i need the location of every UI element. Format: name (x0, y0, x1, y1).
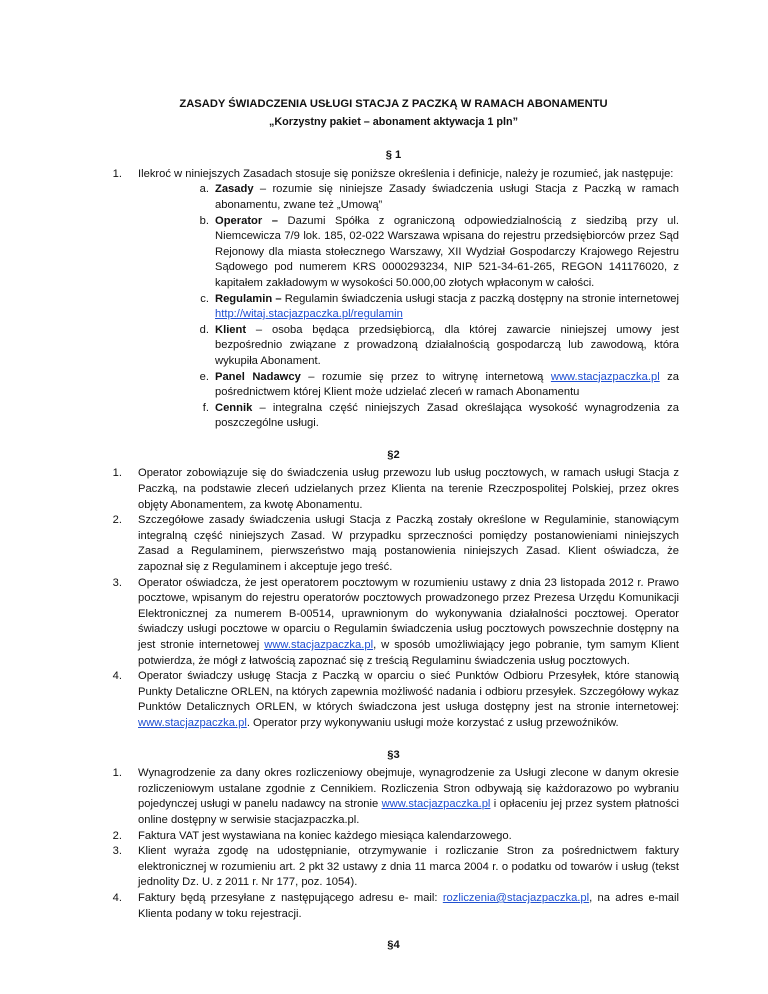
section-3-heading: §3 (387, 748, 400, 761)
list-letter: b. (199, 214, 209, 227)
section-2-item-2 (108, 513, 679, 575)
definition-text: – osoba będąca przedsiębiorcą, dla której zawarcie niniejszej umowy jest bezpośrednio związane z prowadzoną działalnością gospodarczą lub zawodową, która wykupiła Abonament. (215, 323, 679, 367)
email-link[interactable]: rozliczenia@stacjazpaczka.pl (442, 891, 590, 904)
paragraph-text: Faktury będą przesyłane z następującego adresu e- mail: (138, 891, 443, 904)
definition-text: – rozumie się przez to witrynę internetową (300, 370, 551, 383)
definition-e (138, 370, 679, 401)
section-3-item-2 (108, 829, 679, 845)
definition-term: Zasady (215, 183, 254, 196)
document-title: ZASADY ŚWIADCZENIA USŁUGI STACJA Z PACZKĄ W RAMACH ABONAMENTU (179, 98, 608, 110)
paragraph-text-after: . Operator przy wykonywaniu usługi może korzystać z usług przewoźników. (246, 716, 619, 729)
stacjazpaczka-link[interactable]: www.stacjazpaczka.pl (138, 716, 247, 729)
stacjazpaczka-link[interactable]: www.stacjazpaczka.pl (264, 639, 374, 651)
stacjazpaczka-link[interactable]: www.stacjazpaczka.pl (550, 370, 660, 383)
paragraph-text: Operator zobowiązuje się do świadczenia usług przewozu lub usług pocztowych, w ramach usługi Stacja z Paczką, na podstawie zleceń udzielanych przez Klienta na terenie Rzeczpospolitej Polskiej, przez okres objęty Abonamentem, za kwotę Abonamentu. (138, 467, 679, 511)
section-3-item-3 (108, 844, 679, 891)
section-1-item-1 (108, 167, 679, 432)
list-letter: a. (199, 183, 209, 196)
list-number: 4. (112, 891, 122, 904)
section-4-heading: §4 (387, 939, 400, 952)
definition-b (138, 214, 679, 292)
list-number: 1. (112, 467, 122, 480)
definition-c (138, 292, 679, 323)
paragraph-text: Faktura VAT jest wystawiana na koniec każdego miesiąca kalendarzowego. (138, 829, 512, 842)
paragraph-text: Klient wyraża zgodę na udostępnianie, otrzymywanie i rozliczanie Stron za pośrednictwem faktury elektronicznej w rozumieniu art. 2 pkt 32 ustawy z dnia 11 marca 2004 r. o podatku od towarów i usług (tekst jednolity Dz. U. z 2011 r. Nr 177, poz. 1054). (138, 845, 679, 889)
document-content (108, 97, 679, 957)
section-3-list (108, 766, 679, 922)
list-letter: e. (199, 370, 209, 383)
paragraph-text: Ilekroć w niniejszych Zasadach stosuje się poniższe określenia i definicje, należy je rozumieć, jak następuje: (138, 167, 674, 180)
definition-term: Regulamin – (215, 292, 282, 305)
list-number: 3. (112, 845, 122, 858)
definition-f (138, 401, 679, 432)
definition-text-after: za pośrednictwem której Klient może udzielać zleceń w ramach Abonamentu (215, 370, 679, 399)
definition-text: Dazumi Spółka z ograniczoną odpowiedzialnością z siedzibą przy ul. Niemcewicza 7/9 lok. 185, 02-022 Warszawa wpisana do rejestru przedsiębiorców przez Sąd Rejonowy dla miasta stołecznego Warszawy, XII Wydział Gospodarczy Krajowego Rejestru Sądowego pod numerem KRS 0000293234, NIP 521-34-61-265, REGON 141176020, z kapitałem zakładowym w wysokości 50.000,00 złotych wpłaconym w całości. (215, 214, 680, 289)
list-letter: d. (199, 323, 209, 336)
section-2-item-3 (108, 576, 679, 670)
list-number: 2. (112, 829, 122, 842)
list-number: 2. (112, 514, 122, 527)
definition-a (138, 182, 679, 213)
definition-term: Klient (215, 323, 247, 336)
regulamin-link[interactable]: http://witaj.stacjazpaczka.pl/regulamin (215, 308, 403, 321)
section-3-item-1 (108, 766, 679, 828)
paragraph-text-after: , w sposób umożliwiający jego pobranie, tym samym Klient potwierdza, że mógł z łatwością zapoznać się z treścią Regulaminu świadczenia usług pocztowych. (138, 639, 680, 667)
section-2-heading: §2 (387, 448, 400, 461)
definition-term: Panel Nadawcy (215, 370, 301, 383)
list-letter: c. (200, 292, 209, 305)
list-number: 4. (112, 670, 122, 683)
list-letter: f. (202, 401, 209, 414)
list-number: 1. (112, 167, 122, 180)
list-number: 1. (112, 767, 122, 780)
definition-text: – rozumie się niniejsze Zasady świadczenia usługi Stacja z Paczką w ramach abonamentu, zwane też „Umową” (215, 183, 679, 211)
section-3-item-4 (108, 891, 679, 922)
section-1-heading: § 1 (385, 149, 402, 162)
paragraph-text: Operator oświadcza, że jest operatorem pocztowym w rozumieniu ustawy z dnia 23 listopada 2012 r. Prawo pocztowe, wpisanym do rejestru operatorów pocztowych prowadzonego przez Prezesa Urzędu Komunikacji Elektronicznej za numerem B-00514, uprawnionym do wykonywania działalności pocztowej. Operator świadczy usługi pocztowe w oparciu o Regulamin świadczenia usług pocztowych powszechnie dostępny na jest stronie internetowej (138, 576, 679, 651)
paragraph-text: Szczegółowe zasady świadczenia usługi Stacja z Paczką zostały określone w Regulaminie, stanowiącym integralną część niniejszych Zasad. W przypadku sprzeczności pomiędzy postanowieniami niniejszych Zasad a Regulaminem, pierwszeństwo mają postanowienia niniejszych Zasad. Klient oświadcza, że zapoznał się z Regulaminem i akceptuje jego treść. (138, 514, 679, 574)
definition-text: – integralna część niniejszych Zasad określająca wysokość wynagrodzenia za poszczególne usługi. (215, 401, 679, 430)
document-subtitle: „Korzystny pakiet – abonament aktywacja 1 pln” (268, 115, 518, 128)
paragraph-text-after: i opłaceniu jej przez system płatności online dostępny w serwisie stacjazpaczka.pl. (138, 798, 679, 826)
paragraph-text: Operator świadczy usługę Stacja z Paczką w oparciu o sieć Punktów Odbioru Przesyłek, które stanowią Punkty Detaliczne ORLEN, na których zapewnia możliwość nadania i odbioru przesyłek. Szczegółowy wykaz Punktów Detalicznych ORLEN, w których świadczona jest usługa dostępny jest na stronie internetowej: (138, 670, 679, 714)
section-2-item-1 (108, 466, 679, 513)
section-2-list (108, 466, 679, 731)
paragraph-text-after: , na adres e-mail Klienta podany w toku rejestracji. (138, 891, 679, 920)
definition-d (138, 323, 679, 370)
list-number: 3. (112, 576, 122, 589)
definition-term: Operator – (215, 214, 278, 227)
definition-term: Cennik (215, 401, 253, 414)
paragraph-text: Wynagrodzenie za dany okres rozliczeniowy obejmuje, wynagrodzenie za Usługi zlecone w danym okresie rozliczeniowym ustalane zgodnie z Cennikiem. Rozliczenia Stron odbywają się każdorazowo po wybraniu pojedynczej usługi w panelu nadawcy na stronie (138, 767, 679, 811)
definition-text: Regulamin świadczenia usługi stacja z paczką dostępny na stronie internetowej (281, 292, 679, 305)
stacjazpaczka-link[interactable]: www.stacjazpaczka.pl (381, 798, 491, 811)
section-1-list (108, 167, 679, 432)
definitions-list (138, 182, 679, 432)
section-2-item-4 (108, 669, 679, 731)
